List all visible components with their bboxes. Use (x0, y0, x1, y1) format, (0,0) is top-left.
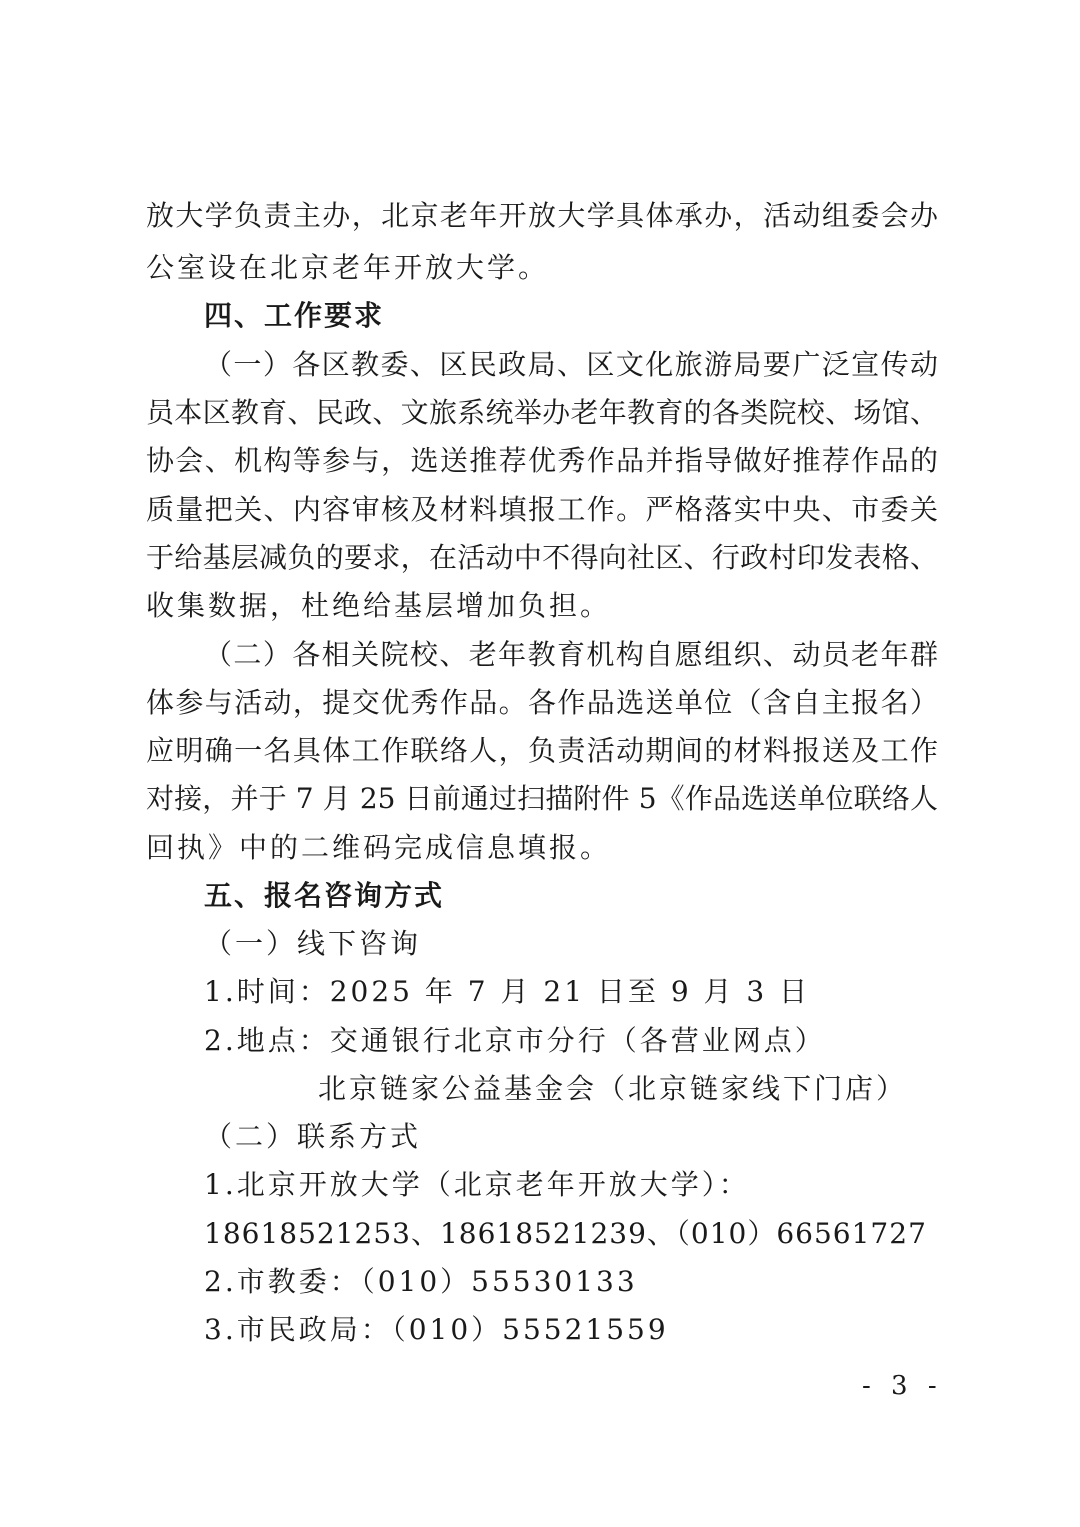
subsection-heading: （二）联系方式 (204, 1120, 422, 1153)
section-heading: 五、报名咨询方式 (204, 879, 445, 912)
contact-line: 18618521253、18618521239、（010）66561727 (204, 1217, 927, 1250)
section-heading: 四、工作要求 (204, 299, 385, 332)
body-line: 放大学负责主办，北京老年开放大学具体承办，活动组委会办 (146, 199, 938, 232)
paragraph-line: 收集数据，杜绝给基层增加负担。 (146, 589, 612, 622)
info-line: 2.地点：交通银行北京市分行（各营业网点） (204, 1024, 826, 1057)
paragraph-line: 对接，并于 7 月 25 日前通过扫描附件 5《作品选送单位联络人 (146, 782, 938, 815)
paragraph-line: 协会、机构等参与，选送推荐优秀作品并指导做好推荐作品的 (146, 444, 938, 477)
paragraph-line: 员本区教育、民政、文旅系统举办老年教育的各类院校、场馆、 (146, 396, 938, 429)
info-line: 北京链家公益基金会（北京链家线下门店） (318, 1072, 908, 1105)
paragraph-line: 体参与活动，提交优秀作品。各作品选送单位（含自主报名） (146, 686, 938, 719)
paragraph-line: 应明确一名具体工作联络人，负责活动期间的材料报送及工作 (146, 734, 938, 767)
subsection-heading: （一）线下咨询 (204, 927, 422, 960)
contact-line: 2.市教委：（010）55530133 (204, 1265, 638, 1298)
page-number: - 3 - (862, 1371, 943, 1401)
paragraph-line: （一）各区教委、区民政局、区文化旅游局要广泛宣传动 (204, 348, 938, 381)
paragraph-line: 质量把关、内容审核及材料填报工作。严格落实中央、市委关 (146, 493, 938, 526)
body-line: 公室设在北京老年开放大学。 (146, 251, 550, 284)
paragraph-line: 回执》中的二维码完成信息填报。 (146, 831, 612, 864)
paragraph-line: （二）各相关院校、老年教育机构自愿组织、动员老年群 (204, 638, 938, 671)
contact-line: 1.北京开放大学（北京老年开放大学）： (204, 1168, 750, 1201)
contact-line: 3.市民政局：（010）55521559 (204, 1313, 669, 1346)
paragraph-line: 于给基层减负的要求，在活动中不得向社区、行政村印发表格、 (146, 541, 938, 574)
info-line: 1.时间：2025 年 7 月 21 日至 9 月 3 日 (204, 975, 811, 1008)
